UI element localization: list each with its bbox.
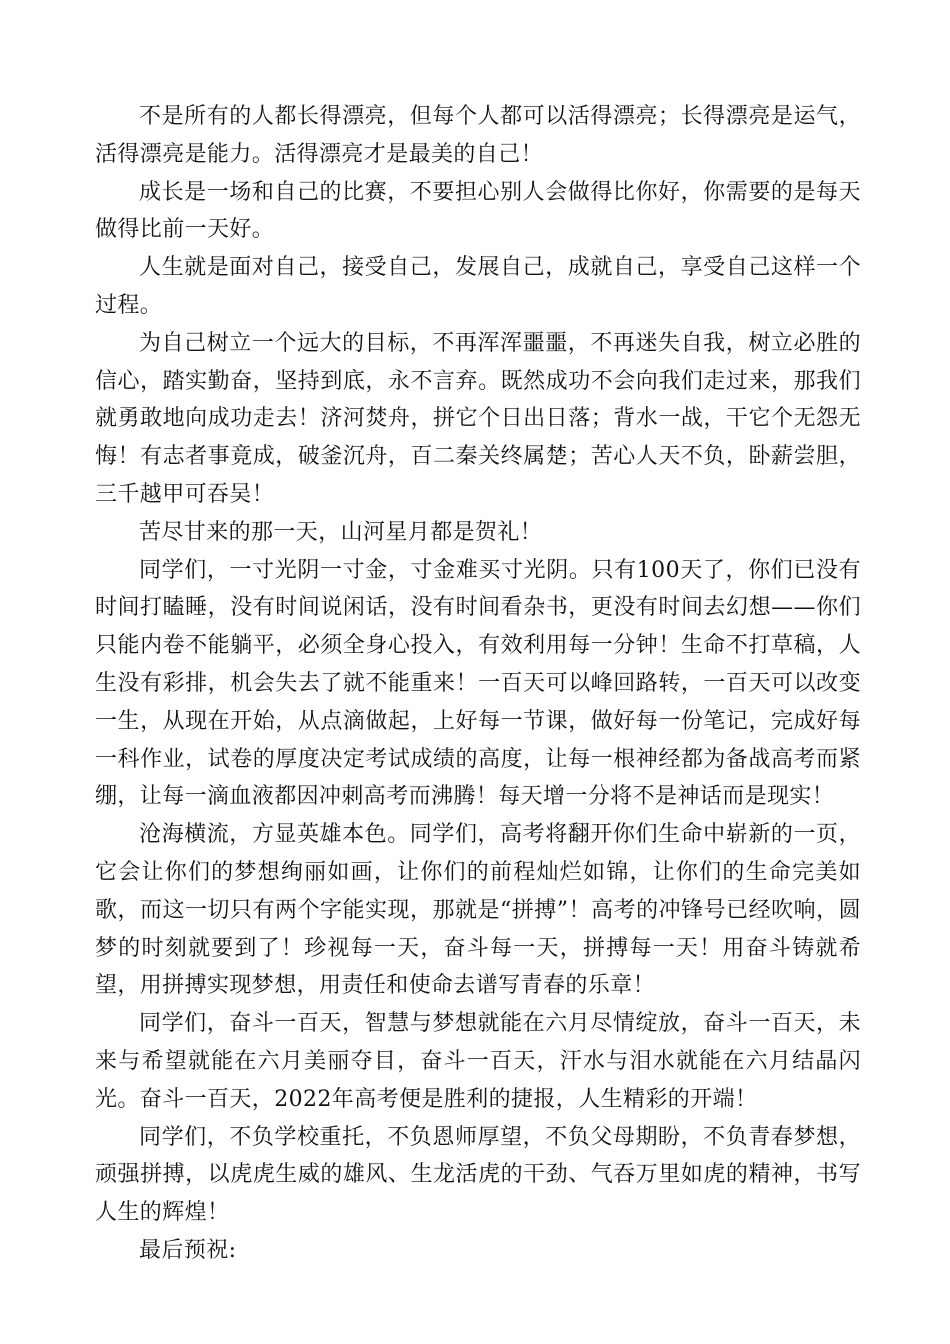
paragraph-live-up: 同学们，不负学校重托，不负恩师厚望，不负父母期盼，不负青春梦想，顽强拼搏，以虎虎生威的雄风、生龙活虎的干劲、气吞万里如虎的精神，书写人生的辉煌！ (95, 1124, 861, 1226)
document-body (95, 98, 861, 1270)
paragraph-closing: 最后预祝: (139, 1237, 237, 1263)
paragraph-goal: 为自己树立一个远大的目标，不再浑浑噩噩，不再迷失自我，树立必胜的信心，踏实勤奋，坚持到底，永不言弃。既然成功不会向我们走过来，那我们就勇敢地向成功走去！济河焚舟，拼它个日出日落；背水一战，干它个无怨无悔！有志者事竟成，破釜沉舟，百二秦关终属楚；苦心人天不负，卧薪尝胆，三千越甲可吞吴！ (95, 330, 861, 507)
paragraph-beauty: 不是所有的人都长得漂亮，但每个人都可以活得漂亮；长得漂亮是运气，活得漂亮是能力。活得漂亮才是最美的自己！ (95, 104, 861, 167)
paragraph-life: 人生就是面对自己，接受自己，发展自己，成就自己，享受自己这样一个过程。 (95, 255, 861, 318)
paragraph-growth: 成长是一场和自己的比赛，不要担心别人会做得比你好，你需要的是每天做得比前一天好。 (95, 179, 861, 243)
paragraph-sweet-after-bitter: 苦尽甘来的那一天，山河星月都是贺礼！ (139, 519, 543, 545)
paragraph-heroes: 沧海横流，方显英雄本色。同学们，高考将翻开你们生命中崭新的一页，它会让你们的梦想绚丽如画，让你们的前程灿烂如锦，让你们的生命完美如歌，而这一切只有两个字能实现，那就是“拼搏”！高考的冲锋号已经吹响，圆梦的时刻就要到了！珍视每一天，奋斗每一天，拼搏每一天！用奋斗铸就希望，用拼搏实现梦想，用责任和使命去谱写青春的乐章！ (95, 822, 861, 999)
paragraph-strive: 同学们，奋斗一百天，智慧与梦想就能在六月尽情绽放，奋斗一百天，未来与希望就能在六月美丽夺目，奋斗一百天，汗水与泪水就能在六月结晶闪光。奋斗一百天，2022年高考便是胜利的捷报，人生精彩的开端！ (95, 1011, 861, 1112)
paragraph-hundred-days: 同学们，一寸光阴一寸金，寸金难买寸光阴。只有100天了，你们已没有时间打瞌睡，没有时间说闲话，没有时间看杂书，更没有时间去幻想——你们只能内卷不能躺平，必须全身心投入，有效利用每一分钟！生命不打草稿，人生没有彩排，机会失去了就不能重来！一百天可以峰回路转，一百天可以改变一生，从现在开始，从点滴做起，上好每一节课，做好每一份笔记，完成好每一科作业，试卷的厚度决定考试成绩的高度，让每一根神经都为备战高考而紧绷，让每一滴血液都因冲刺高考而沸腾！每天增一分将不是神话而是现实！ (95, 557, 861, 810)
